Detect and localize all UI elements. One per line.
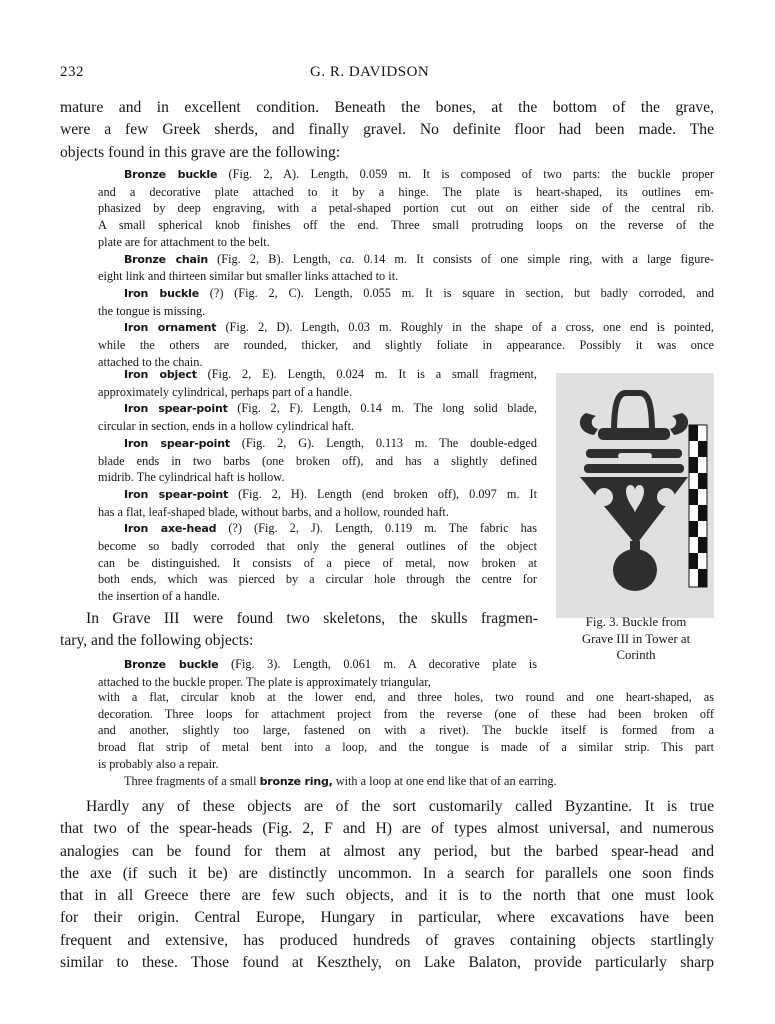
text-line: (Fig. 2, F). Length, 0.14 m. The long solid blade,: [237, 401, 537, 416]
text-line: (Fig. 3). Length, 0.061 m. A decorative plate is: [231, 657, 538, 671]
text-line: (Fig. 2, H). Length (end broken off), 0.097 m. It: [238, 486, 537, 501]
text-line: that two of the spear-heads (Fig. 2, F and H) are of types almost universal, and numerous: [60, 820, 714, 838]
entry-term: Iron object: [124, 368, 197, 381]
entry-iron-buckle: [98, 285, 714, 319]
text-line: mature and in excellent condition. Beneath the bones, at the bottom of the grave,: [60, 99, 714, 116]
text-line: become so badly corroded that only the general outlines of the object: [98, 539, 537, 554]
grave2-list-narrow: [98, 366, 537, 605]
entry-bronze-buckle: [98, 166, 714, 251]
text-line: circular in section, ends in a hollow cylindrical haft.: [98, 419, 355, 434]
text-line: attached to the buckle proper. The plate is approximately triangular,: [98, 674, 431, 689]
text-line: plate are for attachment to the belt.: [98, 234, 270, 249]
text-line: and a decorative plate attached to it by a hinge. The plate is heart-shaped, its outlines em-: [98, 184, 714, 199]
entry-term: Iron spear-point: [124, 487, 229, 501]
text-line: Hardly any of these objects are of the sort customarily called Byzantine. It is true: [86, 798, 714, 815]
entry-term: Iron buckle: [124, 286, 199, 300]
scale-bar: [689, 425, 707, 587]
grave3-list-narrow: [98, 656, 537, 690]
entry-spear-g: [98, 435, 537, 486]
text-line: is probably also a repair.: [98, 756, 219, 771]
entry-term: Bronze buckle: [124, 658, 219, 671]
text-segment: Three fragments of a small: [124, 773, 257, 788]
text-line: approximately cylindrical, perhaps part of a handle.: [98, 384, 353, 399]
text-segment: (Fig. 2, B). Length,: [217, 251, 331, 266]
text-line: has a flat, leaf-shaped blade, without barbs, and a hollow, rounded haft.: [98, 504, 449, 519]
text-line: the tongue is missing.: [98, 303, 206, 318]
text-segment: with a loop at one end like that of an earring.: [335, 773, 557, 788]
italic-abbrev: ca.: [339, 251, 355, 266]
text-line: (?) (Fig. 2, J). Length, 0.119 m. The fabric has: [228, 521, 537, 536]
grave3-intro-paragraph: [60, 608, 538, 653]
entry-bronze-chain: [98, 251, 714, 285]
text-segment: 0.14 m. It consists of one simple ring, with a large figure-: [363, 251, 715, 266]
text-line: (?) (Fig. 2, C). Length, 0.055 m. It is square in section, but badly corroded, and: [209, 285, 715, 300]
entry-bronze-ring: [98, 773, 714, 791]
buckle-illustration: [556, 373, 714, 618]
text-line: can be distinguished. It consists of a piece of metal, now broken at: [98, 555, 537, 570]
entry-spear-h: [98, 486, 537, 520]
text-line: midrib. The cylindrical haft is hollow.: [98, 470, 285, 485]
grave2-list-full: [98, 166, 714, 370]
text-line: similar to these. Those found at Keszthely, on Lake Balaton, provide particularly sharp: [60, 954, 714, 972]
text-line: for their origin. Central Europe, Hungary in particular, where excavations have been: [60, 909, 714, 927]
entry-term: Iron spear-point: [124, 436, 230, 450]
text-line: phasized by deep engraving, with a petal-shaped portion cut out on either side of the central rib.: [98, 201, 714, 216]
grave3-list-full: [98, 689, 714, 790]
text-line: both ends, which was pierced by a circular hole through the centre for: [98, 572, 537, 587]
entry-term: Iron spear-point: [124, 402, 228, 416]
text-line: (Fig. 2, E). Length, 0.024 m. It is a small fragment,: [207, 367, 537, 381]
text-line: (Fig. 2, G). Length, 0.113 m. The double-edged: [241, 435, 537, 450]
caption-line: Corinth: [616, 648, 656, 662]
text-line: attached to the chain.: [98, 354, 203, 369]
text-line: tary, and the following objects:: [60, 632, 254, 650]
caption-line: Fig. 3. Buckle from: [585, 615, 687, 629]
running-head-author: G. R. DAVIDSON: [310, 64, 430, 80]
text-line: frequent and extensive, has produced hundreds of graves containing objects startlingly: [60, 931, 714, 949]
entry-term: Iron axe-head: [124, 522, 217, 536]
text-line: (Fig. 2, A). Length, 0.059 m. It is composed of two parts: the buckle proper: [228, 167, 714, 181]
text-line: the insertion of a handle.: [98, 589, 220, 604]
entry-iron-ornament: [98, 319, 714, 370]
text-line: were a few Greek sherds, and finally gravel. No definite floor had been made. The: [60, 121, 714, 139]
text-line: while the others are rounded, thicker, and slightly foliate in appearance. Possibly it was once: [98, 338, 714, 353]
text-line: In Grave III were found two skeletons, the skulls fragmen-: [86, 610, 538, 627]
text-line: with a flat, circular knob at the lower end, and three holes, two round and one heart-shaped, as: [98, 690, 714, 704]
conclusion-paragraph: [60, 796, 714, 974]
intro-paragraph: [60, 97, 714, 164]
text-line: decoration. Three loops for attachment project from the reverse (one of these had been broken off: [98, 706, 714, 721]
page-number: 232: [60, 64, 84, 80]
entry-spear-f: [98, 400, 537, 434]
text-line: objects found in this grave are the following:: [60, 143, 341, 161]
text-line: eight link and thirteen similar but smaller links attached to it.: [98, 269, 399, 284]
entry-term: Iron ornament: [124, 321, 217, 335]
text-line: the axe (if such it be) are distinctly uncommon. In a search for parallels one soon finds: [60, 864, 714, 882]
text-line: blade ends in two barbs (one broken off), and has a slightly defined: [98, 453, 537, 468]
entry-term: Bronze chain: [124, 252, 208, 266]
text-line: and another, slightly too large, fastened on with a rivet). The buckle itself is formed from a: [98, 723, 714, 738]
entry-term: bronze ring,: [259, 774, 333, 788]
text-line: that in all Greece there are few such objects, and it is to the north that one must look: [60, 887, 714, 905]
text-line: A small spherical knob finishes off the end. Three small protruding loops on the reverse of the: [98, 218, 714, 233]
figure-3-photo: [556, 373, 714, 618]
text-line: (Fig. 2, D). Length, 0.03 m. Roughly in the shape of a cross, one end is pointed,: [225, 320, 714, 335]
caption-line: Grave III in Tower at: [581, 631, 691, 646]
entry-iron-object: [98, 366, 537, 400]
text-line: analogies can be found for them at almost any period, but the barbed spear-head and: [60, 842, 714, 860]
entry-axe-head: [98, 520, 537, 605]
entry-term: Bronze buckle: [124, 168, 218, 181]
figure-3-caption: [556, 614, 716, 664]
text-line: broad flat strip of metal bent into a loop, and the tongue is made of a similar strip. This part: [98, 740, 714, 755]
